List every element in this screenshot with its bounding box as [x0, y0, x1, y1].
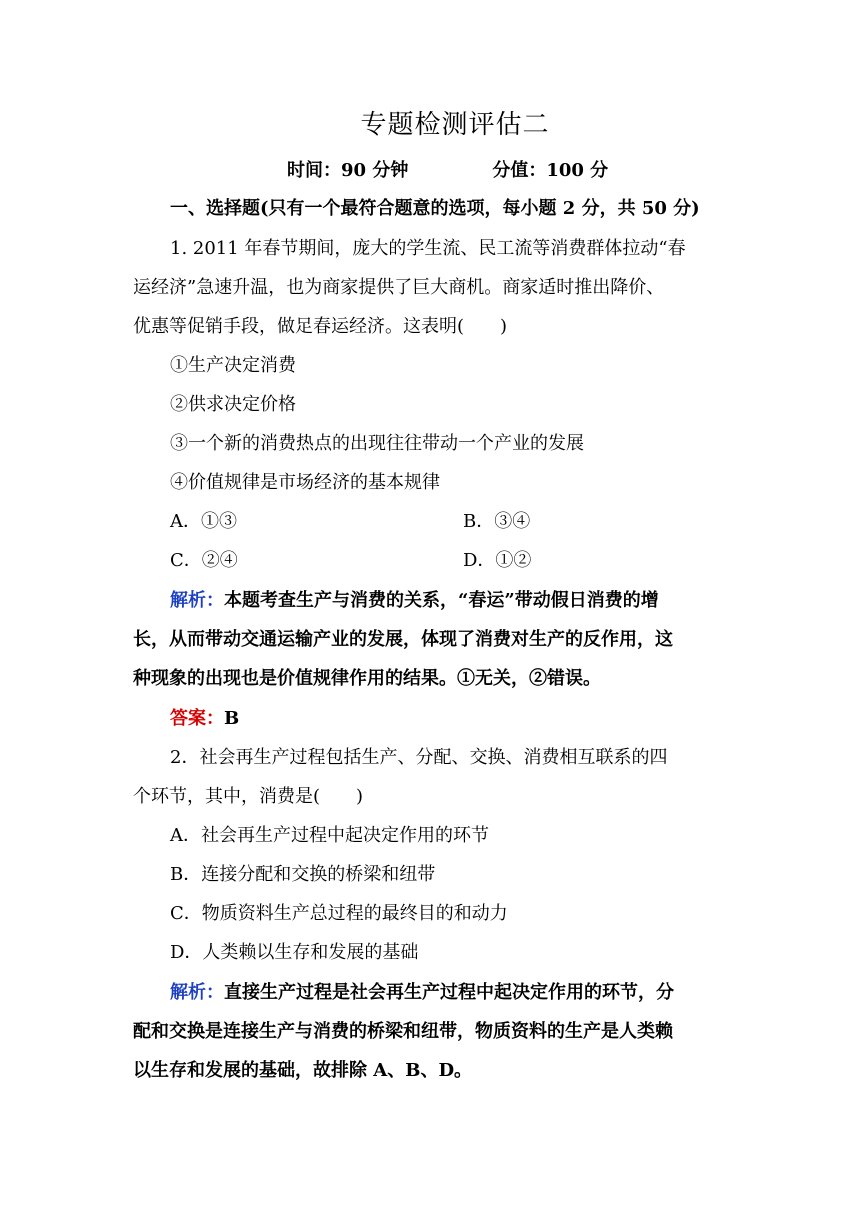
- time-limit: 时间：90 分钟: [287, 160, 409, 181]
- q1-analysis-label: 解析：: [170, 590, 224, 611]
- q2-analysis-line-3: 以生存和发展的基础，故排除 A、B、D。: [133, 1060, 473, 1081]
- q2-analysis-text-1: 直接生产过程是社会再生产过程中起决定作用的环节，分: [224, 982, 674, 1003]
- q1-option-a: A．①③: [170, 511, 237, 532]
- q1-option-c: C．②④: [170, 550, 238, 571]
- q1-options-row-1: [170, 509, 733, 535]
- q2-option-c: C．物质资料生产总过程的最终目的和动力: [170, 903, 508, 924]
- q1-answer-label: 答案：: [170, 708, 224, 729]
- q1-item-3: ③一个新的消费热点的出现往往带动一个产业的发展: [170, 433, 584, 454]
- q1-options-row-2: [170, 548, 733, 574]
- q1-stem-line-1: 1. 2011 年春节期间，庞大的学生流、民工流等消费群体拉动“春: [170, 238, 686, 259]
- q1-analysis-text-1: 本题考查生产与消费的关系，“春运”带动假日消费的增: [224, 590, 659, 611]
- q2-stem-line-1: 2．社会再生产过程包括生产、分配、交换、消费相互联系的四: [170, 747, 668, 768]
- q1-option-d: D．①②: [463, 550, 532, 571]
- q2-option-a: A．社会再生产过程中起决定作用的环节: [170, 825, 489, 846]
- q1-answer: [170, 706, 733, 732]
- total-score: 分值：100 分: [492, 160, 609, 181]
- q2-stem-line-2: 个环节，其中，消费是( ): [133, 786, 364, 807]
- q1-analysis-line-2: 长，从而带动交通运输产业的发展，体现了消费对生产的反作用，这: [133, 629, 673, 650]
- q2-analysis-line-2: 配和交换是连接生产与消费的桥梁和纽带，物质资料的生产是人类赖: [133, 1021, 673, 1042]
- q2-option-b: B．连接分配和交换的桥梁和纽带: [170, 864, 436, 885]
- q1-stem-line-2: 运经济”急速升温，也为商家提供了巨大商机。商家适时推出降价、: [133, 277, 665, 298]
- q1-answer-value: B: [224, 708, 240, 729]
- q1-analysis-line-3: 种现象的出现也是价值规律作用的结果。①无关，②错误。: [133, 668, 601, 689]
- section-heading: 一、选择题(只有一个最符合题意的选项，每小题 2 分，共 50 分): [170, 198, 700, 219]
- exam-meta: [287, 156, 608, 182]
- q1-stem-line-3: 优惠等促销手段，做足春运经济。这表明( ): [133, 316, 508, 337]
- q1-analysis-line-1: [170, 588, 733, 614]
- q1-item-2: ②供求决定价格: [170, 394, 296, 415]
- q2-option-d: D．人类赖以生存和发展的基础: [170, 942, 419, 963]
- q1-option-b: B．③④: [463, 511, 531, 532]
- q1-item-1: ①生产决定消费: [170, 355, 296, 376]
- q1-item-4: ④价值规律是市场经济的基本规律: [170, 472, 440, 493]
- q2-analysis-line-1: [170, 980, 733, 1006]
- q2-analysis-label: 解析：: [170, 982, 224, 1003]
- page-title: 专题检测评估二: [360, 110, 550, 140]
